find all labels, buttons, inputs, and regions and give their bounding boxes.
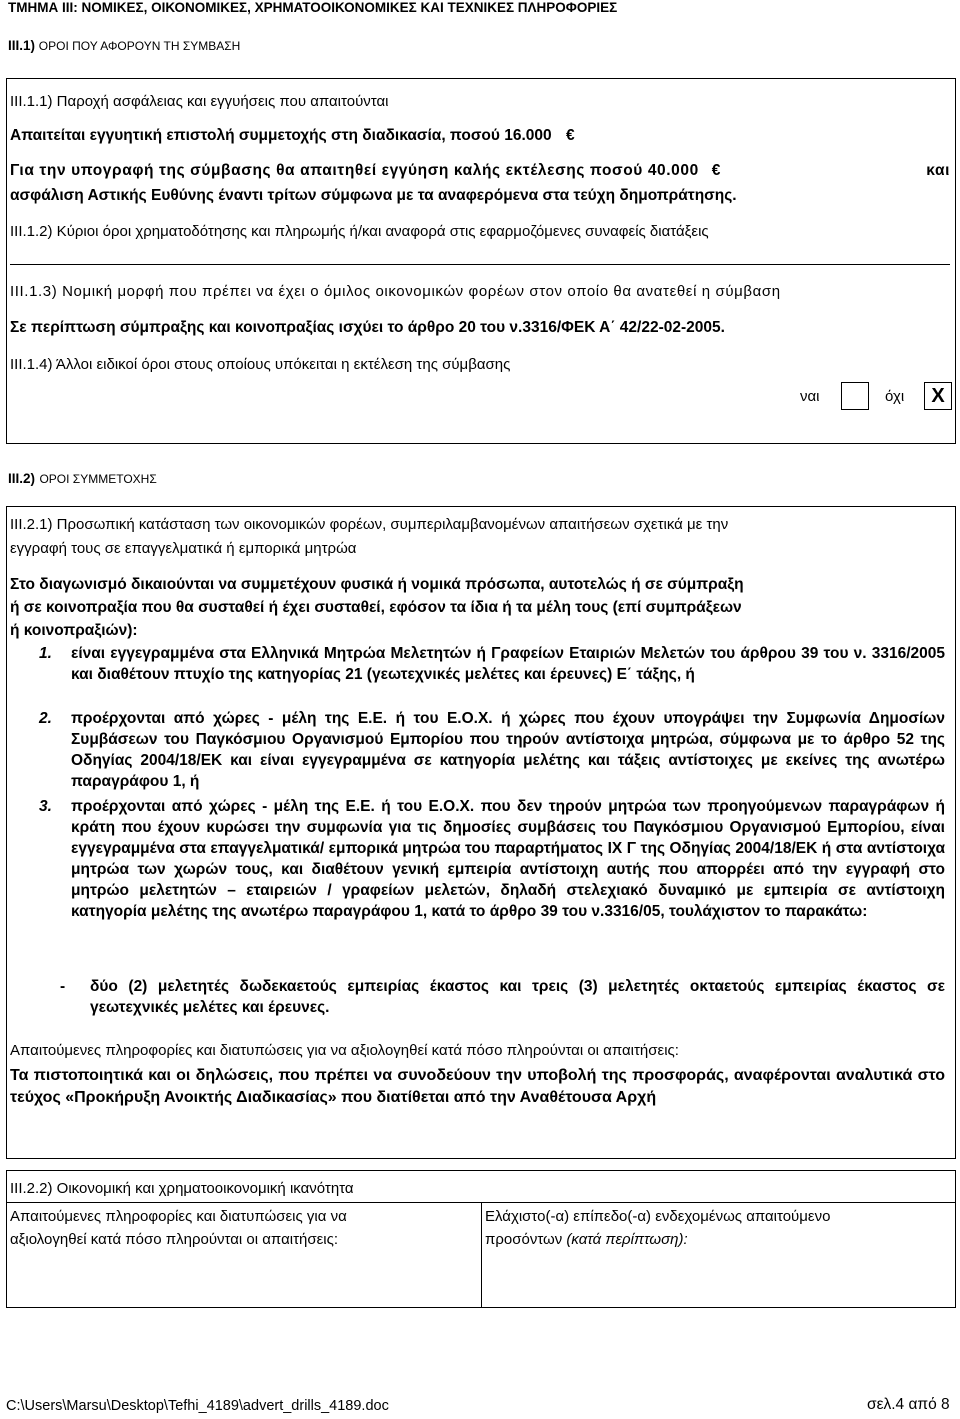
financial-capacity-box <box>6 1170 956 1308</box>
euro-symbol: € <box>711 162 721 179</box>
dash-bullet: - <box>60 978 66 995</box>
page-number: σελ.4 από 8 <box>867 1396 950 1413</box>
list-item-text: προέρχονται από χώρες - μέλη της Ε.Ε. ή του Ε.Ο.Χ. ή χώρες που έχουν υπογράψει την Συμφωνία Δημοσίων Συμβάσεων του Παγκόσμιου Οργανισμού Εμπορίου που τηρούν αντίστοιχα μητρώα, σύμφωνα με το άρθρο 52 της Οδηγίας 2004/18/ΕΚ και είναι εγγεγραμμένα σε κατηγορία μελέτης και τάξεις αντίστοιχες με εκείνες της ανωτέρω παραγράφου 1, ή <box>71 710 945 790</box>
intro-line2: ή σε κοινοπραξία που θα συσταθεί ή έχει συσταθεί, εφόσον τα ίδια ή τα μέλη τους (επί συμπράξεων <box>10 599 742 616</box>
dash-text: δύο (2) μελετητές δωδεκαετούς εμπειρίας έκαστος και τρεις (3) μελετητές οκταετούς εμπειρίας έκαστος σε γεωτεχνικές μελέτες και έρευνες. <box>90 978 945 1016</box>
list-item-text: είναι εγγεγραμμένα στα Ελληνικά Μητρώα Μελετητών ή Γραφείων Εταιριών Μελετών του άρθρου 39 του ν. 3316/2005 και διαθέτουν πτυχίο της κατηγορίας 21 (γεωτεχνικές μελέτες και έρευνες) Ε΄ τάξης, ή <box>71 645 945 683</box>
no-checkbox[interactable]: X <box>924 382 952 410</box>
column-divider <box>481 1202 482 1307</box>
s112-title: ΙΙΙ.1.2) Κύριοι όροι χρηματοδότησης και πληρωμής ή/και αναφορά στις εφαρμοζόμενες συναφείς διατάξεις <box>10 223 709 240</box>
s111-title: ΙΙΙ.1.1) Παροχή ασφάλειας και εγγυήσεις που απαιτούνται <box>10 93 389 110</box>
no-label: όχι <box>885 388 905 405</box>
yes-label: ναι <box>800 388 820 405</box>
s114-title: ΙΙΙ.1.4) Άλλοι ειδικοί όροι στους οποίους υπόκειται η εκτέλεση της σύμβασης <box>10 356 511 373</box>
blank-line <box>10 264 950 265</box>
s221-title-line2: εγγραφή τους σε επαγγελματικά ή εμπορικά μητρώα <box>10 540 357 557</box>
intro-line1: Στο διαγωνισμό δικαιούνται να συμμετέχουν φυσικά ή νομικά πρόσωπα, αυτοτελώς ή σε σύμπραξη <box>10 576 744 593</box>
section-number: ΙΙΙ.2) <box>8 471 36 486</box>
section-heading-text: ΟΡΟΙ ΠΟΥ ΑΦΟΡΟΥΝ ΤΗ ΣΥΜΒΑΣΗ <box>38 39 241 53</box>
s111-line3: ασφάλιση Αστικής Ευθύνης έναντι τρίτων σύμφωνα με τα αναφερόμενα στα τεύχη δημοπράτησης. <box>10 187 737 204</box>
participation-terms-box <box>6 506 956 1159</box>
performance-guarantee-text: Για την υπογραφή της σύμβασης θα απαιτηθεί εγγύηση καλής εκτέλεσης ποσού 40.000 <box>10 162 699 179</box>
s113-text: Σε περίπτωση σύμπραξης και κοινοπραξίας ισχύει το άρθρο 20 του ν.3316/ΦΕΚ Α΄ 42/22-02-2005. <box>10 319 725 336</box>
requirements-label: Απαιτούμενες πληροφορίες και διατυπώσεις για να αξιολογηθεί κατά πόσο πληρούνται οι απαιτήσεις: <box>10 1042 679 1059</box>
s111-line2 <box>10 162 950 180</box>
right-col-line1: Ελάχιστο(-α) επίπεδο(-α) ενδεχομένως απαιτούμενο <box>485 1208 831 1225</box>
right-col-italic: (κατά περίπτωση): <box>566 1231 688 1248</box>
s222-title: ΙΙΙ.2.2) Οικονομική και χρηματοοικονομική ικανότητα <box>10 1180 354 1197</box>
s111-line1 <box>10 127 575 145</box>
left-col-line2: αξιολογηθεί κατά πόσο πληρούνται οι απαιτήσεις: <box>10 1231 339 1248</box>
contract-terms-box <box>6 78 956 444</box>
euro-symbol: € <box>565 127 575 144</box>
yes-checkbox[interactable] <box>841 382 869 410</box>
s221-title-line1: ΙΙΙ.2.1) Προσωπική κατάσταση των οικονομικών φορέων, συμπεριλαμβανομένων απαιτήσεων σχετικά με την <box>10 516 729 533</box>
left-col-line1: Απαιτούμενες πληροφορίες και διατυπώσεις για να <box>10 1208 347 1225</box>
file-path: C:\Users\Marsu\Desktop\Tefhi_4189\advert_drills_4189.doc <box>6 1398 389 1414</box>
list-item-text: προέρχονται από χώρες - μέλη της Ε.Ε. ή του Ε.Ο.Χ. που δεν τηρούν μητρώα των προηγούμενων παραγράφων ή κράτη που έχουν κυρώσει την συμφωνία για τις δημοσίες συμβάσεις του Παγκόσμιου Οργανισμού Εμπορίου, είναι εγγεγραμμένα στα επαγγελματικά/ εμπορικά μητρώα του παραρτήματος ΙΧ Γ της Οδηγίας 2004/18/ΕΚ ή στα αντίστοιχα μητρώα των χωρών τους, και διαθέτουν γενική εμπειρία αντίστοιχη αυτής που απορρέει από την εγγραφή στο μητρώο μελετητών – εταιρειών / γραφείων μελετών, δηλαδή στελεχιακό δυναμικό με εμπειρία σε αντίστοιχη κατηγορία μελέτης της ανωτέρω παραγράφου 1, κατά το άρθρο 39 του ν.3316/05, τουλάχιστον το παρακάτω: <box>71 798 945 920</box>
section-heading-iii2 <box>8 470 157 488</box>
section-heading-text: ΟΡΟΙ ΣΥΜΜΕΤΟΧΗΣ <box>39 472 157 486</box>
requirements-text: Τα πιστοποιητικά και οι δηλώσεις, που πρέπει να συνοδεύουν την υποβολή της προσφοράς, αναφέρονται αναλυτικά στο τεύχος «Προκήρυξη Ανοικτής Διαδικασίας» που διατίθεται από την Αναθέτουσα Αρχή <box>10 1067 945 1106</box>
list-item-number: 2. <box>39 710 52 727</box>
section-number: ΙΙΙ.1) <box>8 38 36 53</box>
right-col-text: προσόντων <box>485 1231 567 1248</box>
intro-line3: ή κοινοπραξιών): <box>10 622 138 639</box>
list-item-number: 1. <box>39 645 52 662</box>
and-word: και <box>926 162 950 179</box>
section-heading-iii1 <box>8 38 240 53</box>
part-title: ΤΜΗΜΑ ΙΙΙ: ΝΟΜΙΚΕΣ, ΟΙΚΟΝΟΜΙΚΕΣ, ΧΡΗΜΑΤΟΟΙΚΟΝΟΜΙΚΕΣ ΚΑΙ ΤΕΧΝΙΚΕΣ ΠΛΗΡΟΦΟΡΙΕΣ <box>8 0 618 15</box>
right-col-line2 <box>485 1231 688 1248</box>
s113-title: ΙΙΙ.1.3) Νομική μορφή που πρέπει να έχει ο όμιλος οικονομικών φορέων στον οποίο θα ανατεθεί η σύμβαση <box>10 283 781 300</box>
list-item-number: 3. <box>39 798 52 815</box>
participation-guarantee-text: Απαιτείται εγγυητική επιστολή συμμετοχής στη διαδικασία, ποσού 16.000 <box>10 127 552 144</box>
